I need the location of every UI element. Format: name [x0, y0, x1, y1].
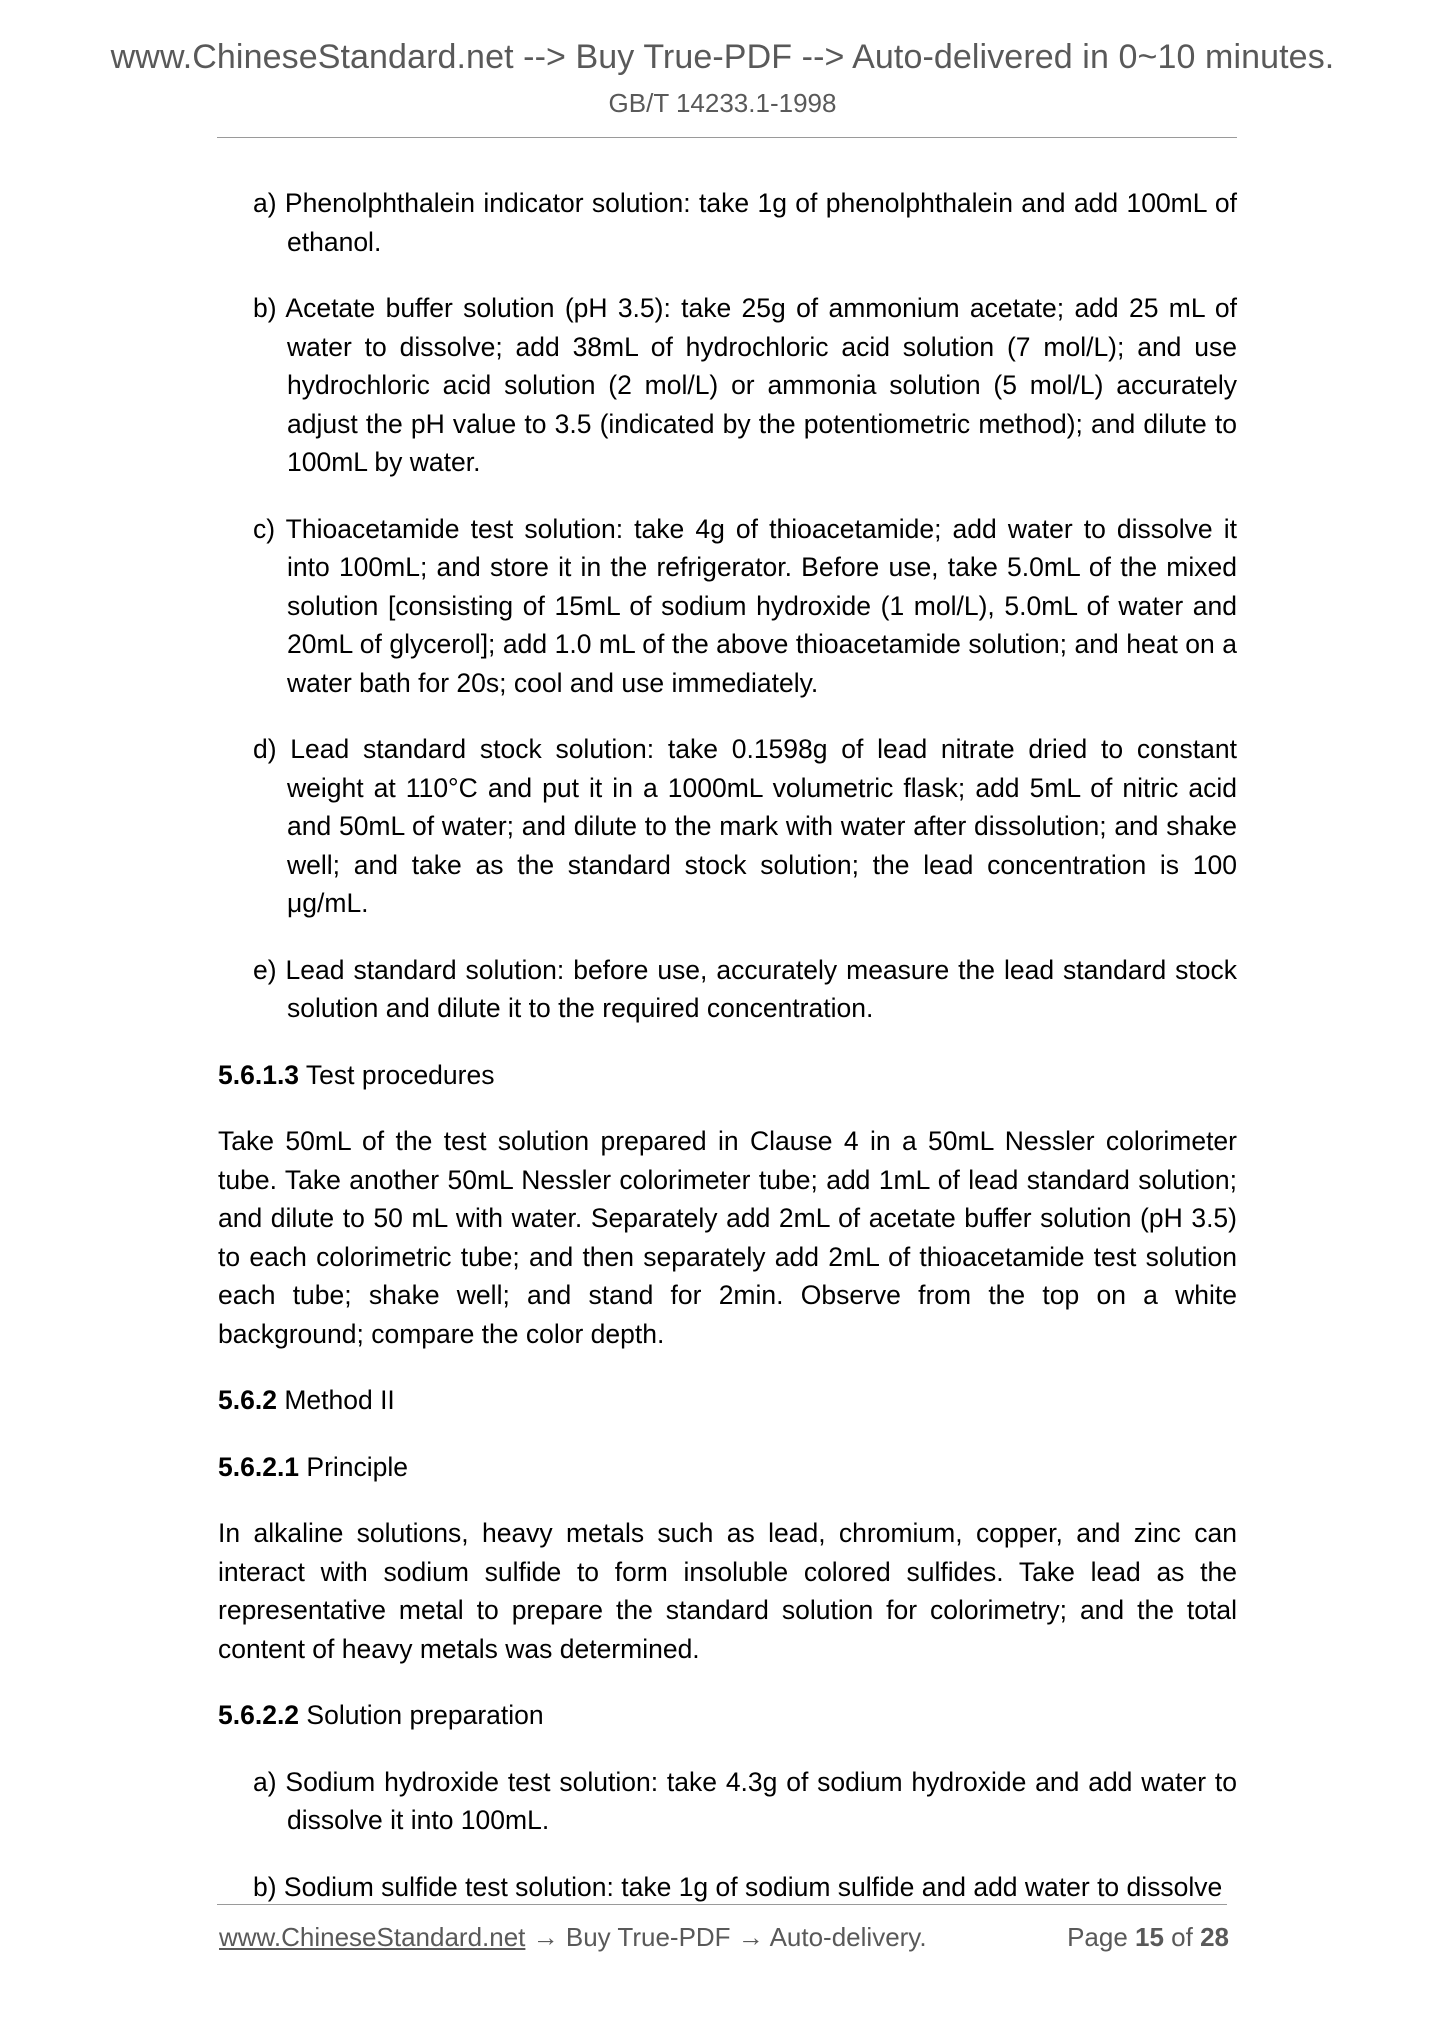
footer-divider — [217, 1904, 1227, 1905]
section-number: 5.6.2.1 — [218, 1451, 300, 1482]
section-heading-5622 — [218, 1696, 1237, 1735]
list-item-a-phenolphthalein: a) Phenolphthalein indicator solution: take 1g of phenolphthalein and add 100mL of ethanol. — [253, 188, 1237, 257]
page-label: Page — [1067, 1922, 1136, 1952]
section-title: Solution preparation — [299, 1700, 544, 1730]
footer-tagline: → Buy True-PDF → Auto-delivery. — [525, 1922, 927, 1952]
page-indicator — [1067, 1922, 1229, 1953]
paragraph-principle: In alkaline solutions, heavy metals such as lead, chromium, copper, and zinc can interact with sodium sulfide to form insoluble colored sulfides. Take lead as the representative metal to prepare the standard solution for colorimetry; and the total content of heavy metals was determined. — [218, 1518, 1237, 1664]
list-item-b-acetate-buffer: b) Acetate buffer solution (pH 3.5): take 25g of ammonium acetate; add 25 mL of water to dissolve; add 38mL of hydrochloric acid solution (7 mol/L); and use hydrochloric acid solution (2 mol/L) or ammonia solution (5 mol/L) accurately adjust the pH value to 3.5 (indicated by the potentiometric method); and dilute to 100mL by water. — [253, 293, 1237, 477]
section-number: 5.6.2.2 — [218, 1700, 300, 1730]
page-of: of — [1163, 1922, 1201, 1952]
list-item-a-sodium-hydroxide: a) Sodium hydroxide test solution: take 4.3g of sodium hydroxide and add water to dissolve it into 100mL. — [253, 1766, 1237, 1835]
paragraph-test-procedures: Take 50mL of the test solution prepared in Clause 4 in a 50mL Nessler colorimeter tube. Take another 50mL Nessler colorimeter tube; add 1mL of lead standard solution; and dilute to 50 mL with water. Separately add 2mL of acetate buffer solution (pH 3.5) to each colorimetric tube; and then separately add 2mL of thioacetamide test solution each tube; shake well; and stand for 2min. Observe from the top on a white background; compare the color depth. — [218, 1126, 1237, 1349]
section-heading-5621 — [218, 1448, 1237, 1487]
section-heading-5613 — [218, 1056, 1237, 1095]
list-item-d-lead-stock: d) Lead standard stock solution: take 0.1598g of lead nitrate dried to constant weight at 110°C and put it in a 1000mL volumetric flask; add 5mL of nitric acid and 50mL of water; and dilute to the mark with water after dissolution; and shake well; and take as the standard stock solution; the lead concentration is 100 μg/mL. — [253, 734, 1237, 918]
header-divider — [217, 137, 1237, 138]
footer-site-link[interactable]: www.ChineseStandard.net — [219, 1922, 526, 1952]
page-current: 15 — [1135, 1922, 1164, 1952]
list-item-c-thioacetamide: c) Thioacetamide test solution: take 4g of thioacetamide; add water to dissolve it into 100mL; and store it in the refrigerator. Before use, take 5.0mL of the mixed solution [consisting of 15mL of sodium hydroxide (1 mol/L), 5.0mL of water and 20mL of glycerol]; add 1.0 mL of the above thioacetamide solution; and heat on a water bath for 20s; cool and use immediately. — [253, 513, 1237, 698]
page-body — [218, 184, 1237, 1934]
standard-id: GB/T 14233.1-1998 — [608, 88, 837, 118]
section-number: 5.6.1.3 — [218, 1059, 300, 1090]
page-footer — [219, 1922, 1229, 1953]
section-heading-562 — [218, 1381, 1237, 1420]
section-title: Principle — [299, 1451, 409, 1482]
page-total: 28 — [1200, 1922, 1229, 1952]
section-title: Method II — [276, 1385, 395, 1415]
section-number: 5.6.2 — [218, 1385, 277, 1415]
header-banner: www.ChineseStandard.net --> Buy True-PDF --> Auto-delivered in 0~10 minutes. — [110, 38, 1335, 76]
list-item-e-lead-standard: e) Lead standard solution: before use, accurately measure the lead standard stock solution and dilute it to the required concentration. — [253, 954, 1237, 1023]
section-title: Test procedures — [299, 1059, 495, 1090]
list-item-b-sodium-sulfide: b) Sodium sulfide test solution: take 1g of sodium sulfide and add water to dissolve — [253, 1871, 1223, 1902]
